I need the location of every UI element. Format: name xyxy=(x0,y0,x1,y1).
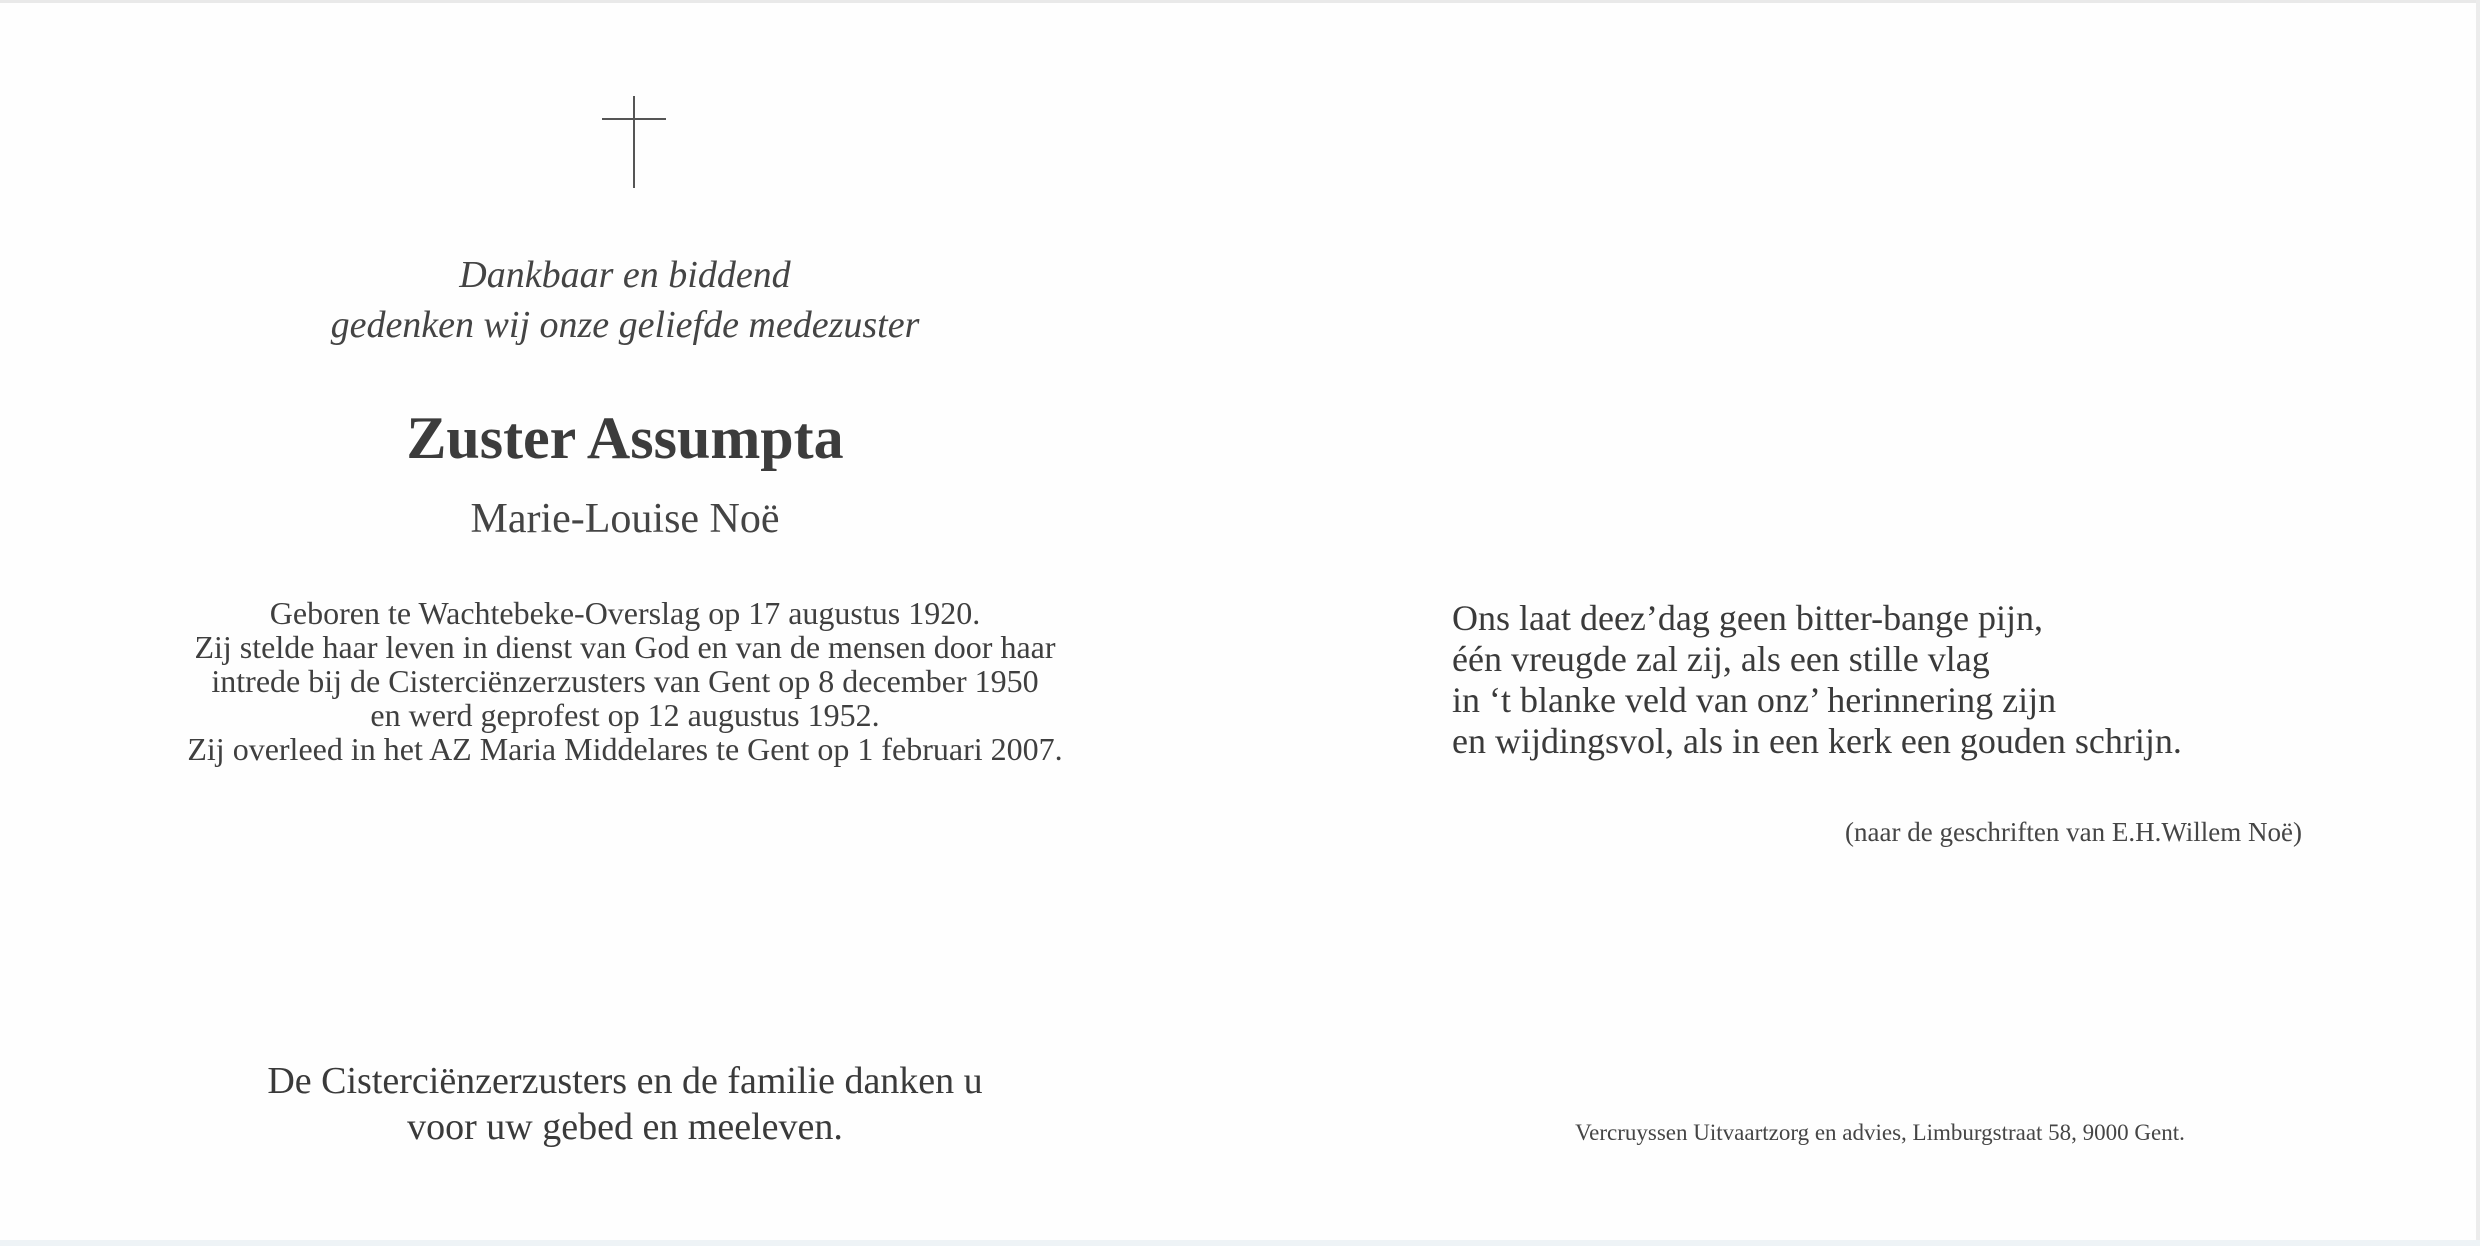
thanks-line: voor uw gebed en meeleven. xyxy=(407,1106,843,1148)
card-edge-right xyxy=(2476,0,2480,1246)
deceased-name: Zuster Assumpta xyxy=(406,405,844,471)
poem-line: één vreugde zal zij, als een stille vlag xyxy=(1452,639,1990,679)
poem-line: en wijdingsvol, als in een kerk een gouden schrijn. xyxy=(1452,721,2182,761)
undertaker-imprint: Vercruyssen Uitvaartzorg en advies, Limburgstraat 58, 9000 Gent. xyxy=(1575,1120,2185,1145)
intro-line: gedenken wij onze geliefde medezuster xyxy=(330,304,920,346)
intro-text xyxy=(0,250,1250,350)
cross-horizontal-bar xyxy=(602,118,666,120)
biography xyxy=(0,596,1250,766)
cross-vertical-bar xyxy=(633,96,635,188)
poem-line: in ‘t blanke veld van onz’ herinnering zijn xyxy=(1452,680,2057,720)
intro-line: Dankbaar en biddend xyxy=(459,254,791,296)
bio-line: en werd geprofest op 12 augustus 1952. xyxy=(370,697,880,733)
poem-line: Ons laat deez’dag geen bitter-bange pijn, xyxy=(1452,598,2044,638)
cross-icon xyxy=(602,96,666,188)
bio-line: Zij stelde haar leven in dienst van God en van de mensen door haar xyxy=(194,629,1056,665)
thanks-text xyxy=(0,1058,1250,1150)
bio-line: intrede bij de Cisterciënzerzusters van Gent op 8 december 1950 xyxy=(211,663,1039,699)
poem-source: (naar de geschriften van E.H.Willem Noë) xyxy=(1845,817,2302,847)
bio-line: Geboren te Wachtebeke-Overslag op 17 augustus 1920. xyxy=(269,595,981,631)
thanks-line: De Cisterciënzerzusters en de familie danken u xyxy=(267,1060,983,1102)
poem xyxy=(1452,598,2352,762)
bio-line: Zij overleed in het AZ Maria Middelares te Gent op 1 februari 2007. xyxy=(187,731,1063,767)
birth-name: Marie-Louise Noë xyxy=(470,496,780,542)
